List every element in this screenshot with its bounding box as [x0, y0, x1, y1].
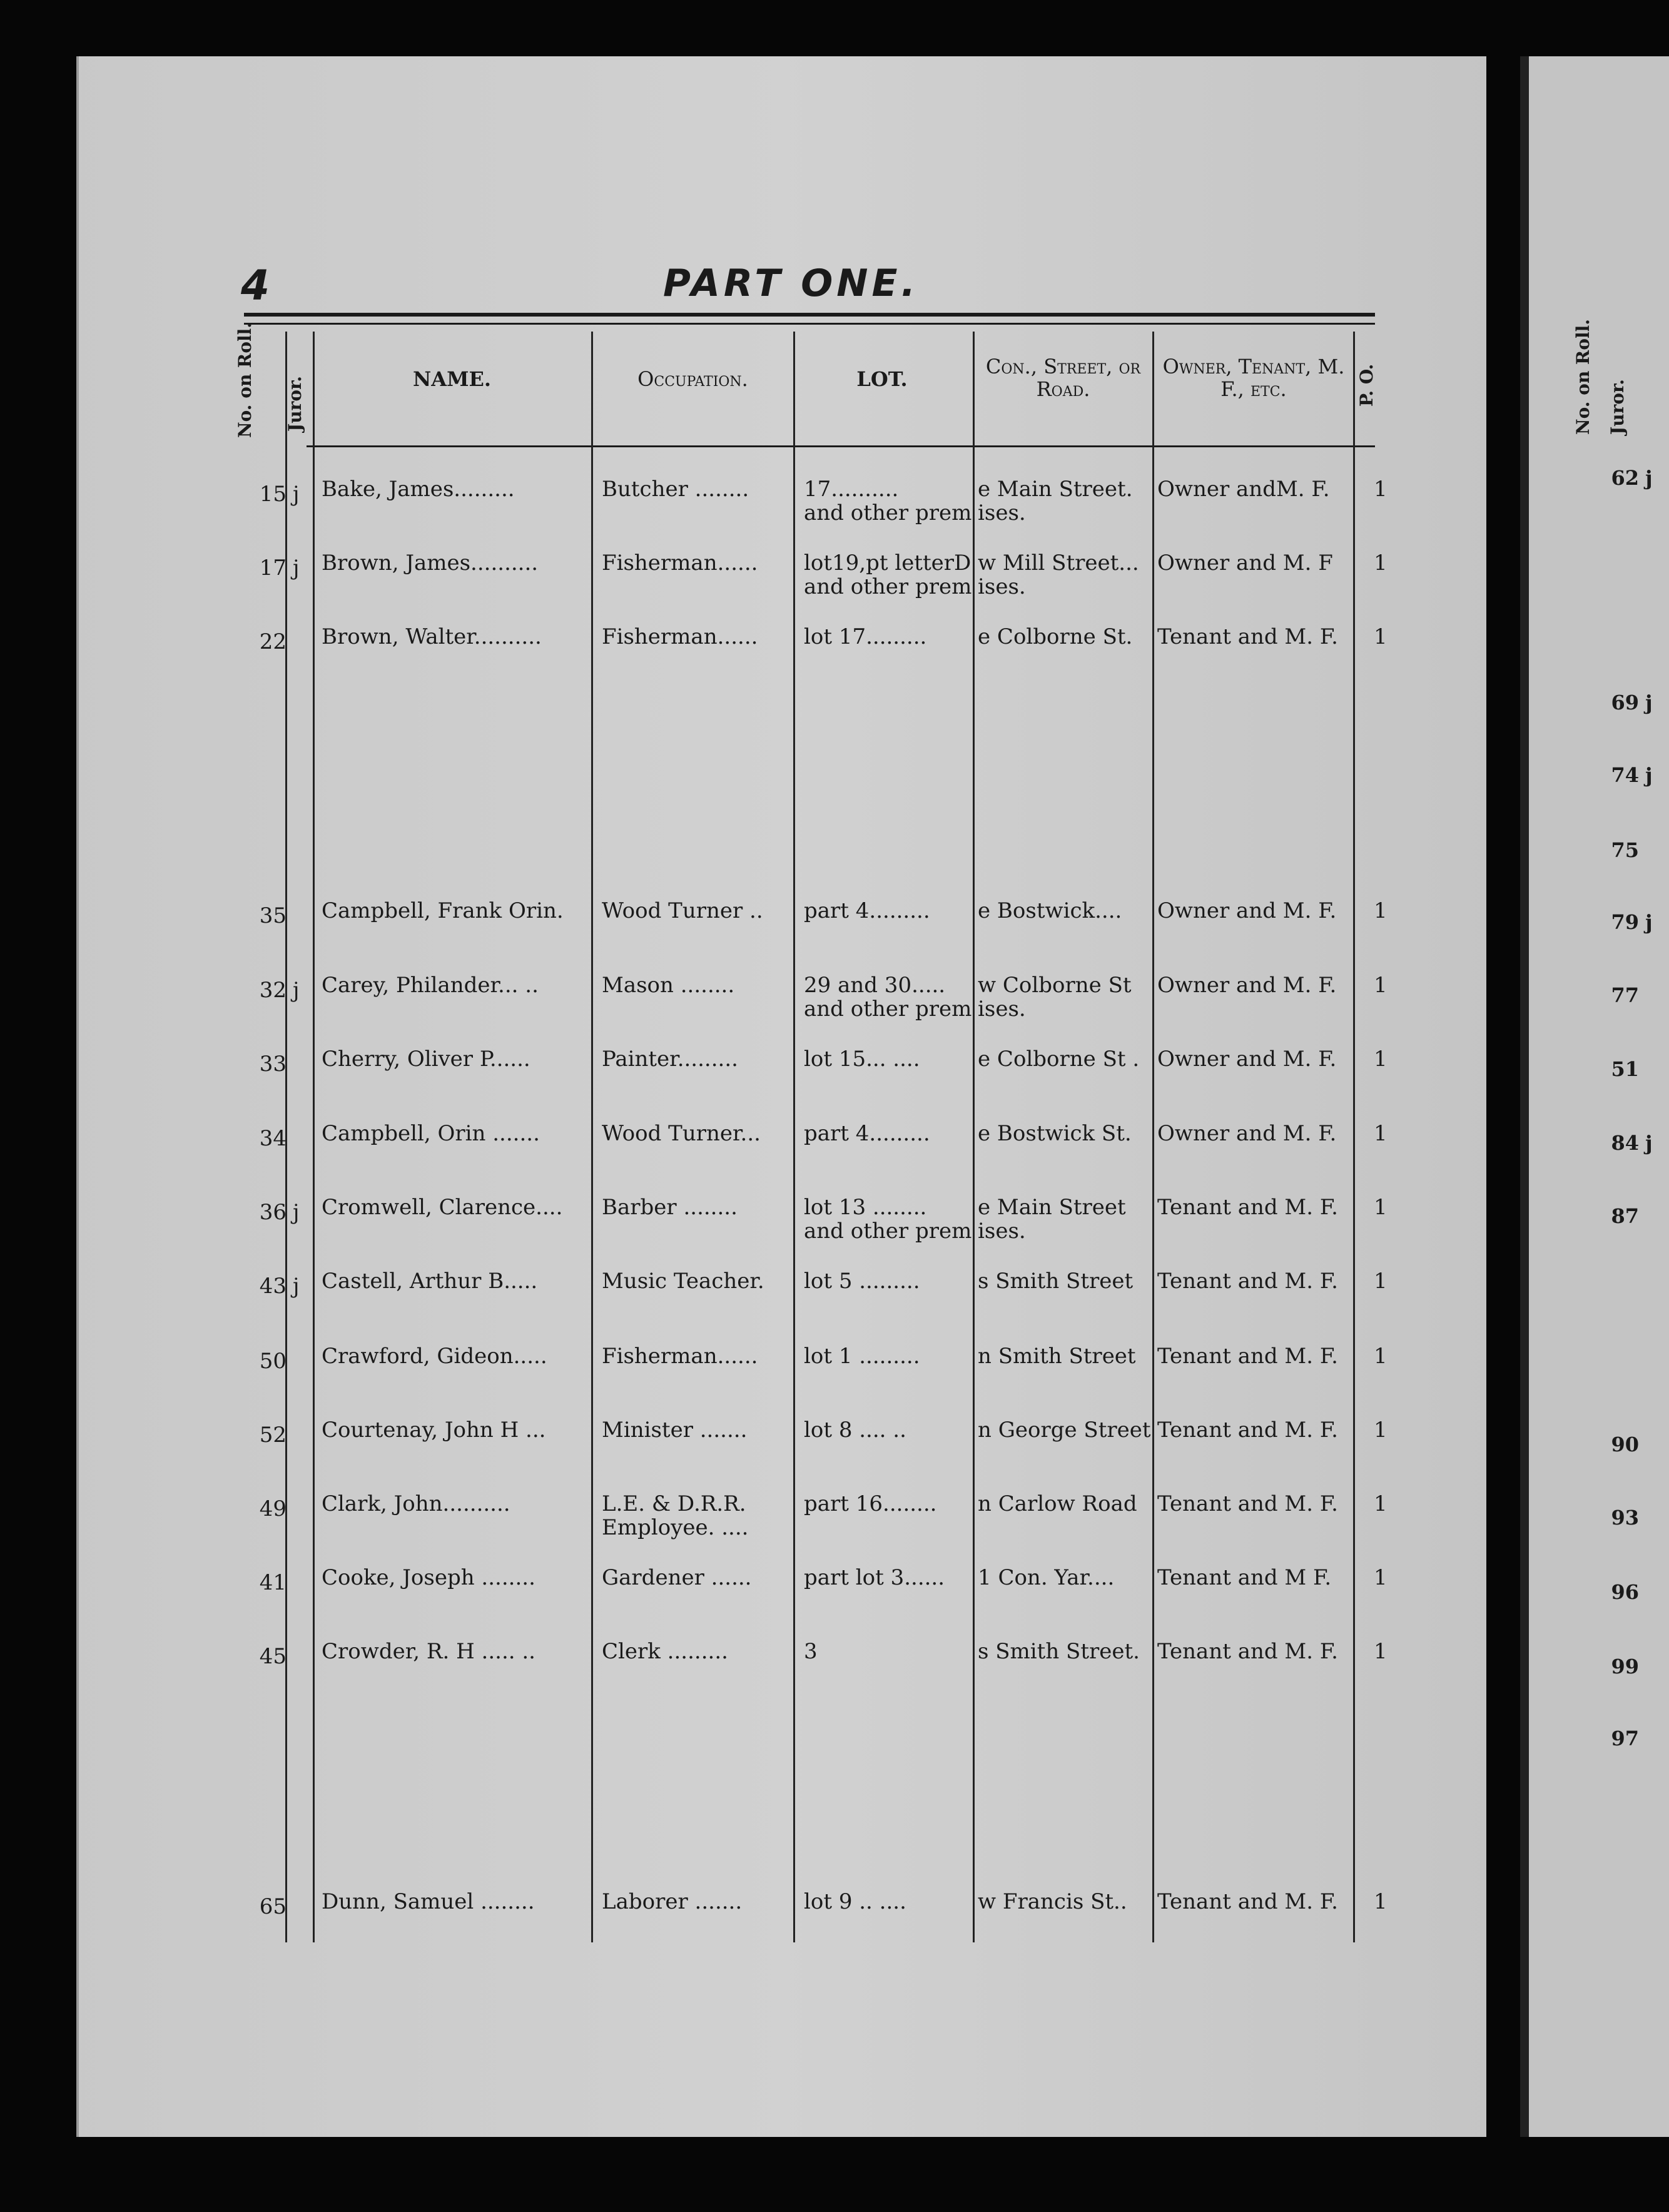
- entry-street: w Francis St..: [978, 1889, 1127, 1914]
- entry-name: Courtenay, John H ...: [322, 1418, 546, 1443]
- header-owner: Owner, Tenant, M. F., etc.: [1162, 355, 1345, 401]
- entry-lot: 3: [804, 1639, 818, 1664]
- entry-lot: lot 13 ........: [804, 1195, 927, 1220]
- adjacent-roll-number: 75: [1611, 838, 1639, 862]
- entry-lot: part 4.........: [804, 898, 930, 923]
- roll-number: 34: [259, 1126, 287, 1151]
- roll-number: 41: [259, 1570, 287, 1595]
- entry-post-office: 1: [1374, 1491, 1387, 1516]
- entry-occupation: Wood Turner...: [602, 1121, 761, 1146]
- entry-street: e Colborne St .: [978, 1047, 1140, 1072]
- juror-mark: j: [293, 482, 300, 507]
- entry-name: Crawford, Gideon.....: [322, 1344, 547, 1369]
- entry-owner-status: Tenant and M. F.: [1157, 1344, 1338, 1369]
- column-rule: [1353, 332, 1355, 1942]
- entry-lot-continued: and other prem: [804, 574, 972, 599]
- entry-owner-status: Owner andM. F.: [1157, 477, 1330, 502]
- entry-owner-status: Owner and M. F.: [1157, 973, 1337, 998]
- header-po: P. O.: [1356, 363, 1377, 407]
- entry-post-office: 1: [1374, 1344, 1387, 1369]
- entry-occupation: Fisherman......: [602, 550, 758, 576]
- entry-name: Bake, James.........: [322, 477, 515, 502]
- entry-lot: 17..........: [804, 477, 899, 502]
- entry-lot: lot 8 .... ..: [804, 1418, 906, 1443]
- entry-street-continued: ises.: [978, 997, 1026, 1022]
- roll-number: 17: [259, 556, 287, 581]
- title-rule: [244, 313, 1375, 317]
- entry-name: Brown, Walter..........: [322, 624, 542, 649]
- adjacent-juror-mark: j: [1645, 691, 1653, 714]
- entry-occupation: Fisherman......: [602, 1344, 758, 1369]
- header-no-on-roll: No. on Roll.: [235, 322, 255, 438]
- column-rule: [313, 332, 315, 1942]
- entry-name: Crowder, R. H ..... ..: [322, 1639, 535, 1664]
- entry-name: Dunn, Samuel ........: [322, 1889, 535, 1914]
- entry-occupation: Mason ........: [602, 973, 735, 998]
- adjacent-roll-number: 79: [1611, 910, 1639, 934]
- entry-lot: 29 and 30.....: [804, 973, 946, 998]
- entry-post-office: 1: [1374, 1639, 1387, 1664]
- entry-owner-status: Owner and M. F: [1157, 550, 1333, 576]
- entry-post-office: 1: [1374, 898, 1387, 923]
- entry-street-continued: ises.: [978, 1219, 1026, 1244]
- roll-number: 35: [259, 903, 287, 928]
- entry-owner-status: Owner and M. F.: [1157, 898, 1337, 923]
- adjacent-roll-number: 99: [1611, 1655, 1639, 1678]
- roll-number: 36: [259, 1200, 287, 1225]
- adjacent-roll-number: 51: [1611, 1057, 1639, 1081]
- entry-occupation-continued: Employee. ....: [602, 1515, 749, 1540]
- right-header-no-on-roll: No. on Roll.: [1573, 318, 1593, 435]
- entry-name: Cherry, Oliver P......: [322, 1047, 530, 1072]
- column-rule: [1152, 332, 1154, 1942]
- entry-lot: part 16........: [804, 1491, 937, 1516]
- entry-occupation: Painter.........: [602, 1047, 738, 1072]
- adjacent-roll-number: 74: [1611, 763, 1639, 787]
- entry-occupation: Clerk .........: [602, 1639, 728, 1664]
- entry-post-office: 1: [1374, 1889, 1387, 1914]
- entry-owner-status: Tenant and M. F.: [1157, 1418, 1338, 1443]
- right-header-juror: Juror.: [1607, 379, 1628, 435]
- entry-street: n George Street: [978, 1418, 1151, 1443]
- entry-owner-status: Owner and M. F.: [1157, 1047, 1337, 1072]
- entry-occupation: Butcher ........: [602, 477, 749, 502]
- header-street: Con., Street, or Road.: [985, 355, 1141, 401]
- entry-lot: lot 5 .........: [804, 1269, 920, 1294]
- header-name: NAME.: [412, 367, 492, 391]
- entry-lot: part 4.........: [804, 1121, 930, 1146]
- adjacent-roll-number: 97: [1611, 1727, 1639, 1750]
- entry-post-office: 1: [1374, 1047, 1387, 1072]
- entry-post-office: 1: [1374, 1195, 1387, 1220]
- entry-lot: part lot 3......: [804, 1565, 945, 1590]
- entry-post-office: 1: [1374, 477, 1387, 502]
- entry-street: 1 Con. Yar....: [978, 1565, 1115, 1590]
- adjacent-roll-number: 69: [1611, 691, 1639, 714]
- entry-street: e Colborne St.: [978, 624, 1133, 649]
- entry-post-office: 1: [1374, 1269, 1387, 1294]
- juror-mark: j: [293, 978, 300, 1003]
- entry-lot-continued: and other prem: [804, 997, 972, 1022]
- adjacent-roll-number: 90: [1611, 1433, 1639, 1456]
- entry-name: Campbell, Orin .......: [322, 1121, 540, 1146]
- roll-number: 50: [259, 1349, 287, 1374]
- entry-street: s Smith Street.: [978, 1639, 1140, 1664]
- entry-street: w Mill Street...: [978, 550, 1139, 576]
- entry-occupation: Gardener ......: [602, 1565, 752, 1590]
- entry-owner-status: Tenant and M F.: [1157, 1565, 1332, 1590]
- adjacent-juror-mark: j: [1645, 763, 1653, 787]
- roll-number: 15: [259, 482, 287, 507]
- adjacent-roll-number: 62: [1611, 466, 1639, 490]
- roll-number: 49: [259, 1496, 287, 1521]
- entry-lot: lot 17.........: [804, 624, 927, 649]
- roll-number: 33: [259, 1052, 287, 1077]
- entry-lot: lot 15... ....: [804, 1047, 920, 1072]
- entry-owner-status: Tenant and M. F.: [1157, 1639, 1338, 1664]
- adjacent-juror-mark: j: [1645, 466, 1653, 490]
- juror-mark: j: [293, 1200, 300, 1225]
- adjacent-roll-number: 87: [1611, 1204, 1639, 1228]
- entry-owner-status: Owner and M. F.: [1157, 1121, 1337, 1146]
- column-rule: [591, 332, 593, 1942]
- adjacent-roll-number: 93: [1611, 1506, 1639, 1530]
- page-number: 4: [241, 261, 270, 310]
- header-rule: [307, 445, 1375, 447]
- entry-lot: lot 1 .........: [804, 1344, 920, 1369]
- juror-mark: j: [293, 1274, 300, 1299]
- roll-number: 45: [259, 1644, 287, 1669]
- entry-occupation: Music Teacher.: [602, 1269, 764, 1294]
- adjacent-roll-number: 77: [1611, 983, 1639, 1007]
- entry-lot: lot19,pt letterD: [804, 550, 971, 576]
- entry-name: Campbell, Frank Orin.: [322, 898, 564, 923]
- entry-street-continued: ises.: [978, 574, 1026, 599]
- column-rule: [973, 332, 975, 1942]
- entry-owner-status: Tenant and M. F.: [1157, 1889, 1338, 1914]
- adjacent-page: [1520, 56, 1669, 2137]
- entry-post-office: 1: [1374, 1565, 1387, 1590]
- entry-post-office: 1: [1374, 1418, 1387, 1443]
- entry-street: e Bostwick St.: [978, 1121, 1132, 1146]
- header-juror: Juror.: [285, 376, 305, 432]
- header-lot: LOT.: [856, 367, 908, 391]
- entry-street: n Carlow Road: [978, 1491, 1137, 1516]
- entry-owner-status: Tenant and M. F.: [1157, 624, 1338, 649]
- entry-name: Carey, Philander... ..: [322, 973, 539, 998]
- entry-street-continued: ises.: [978, 500, 1026, 525]
- entry-name: Brown, James..........: [322, 550, 539, 576]
- page-title: PART ONE.: [663, 261, 920, 305]
- entry-post-office: 1: [1374, 1121, 1387, 1146]
- entry-occupation: Laborer .......: [602, 1889, 743, 1914]
- entry-lot-continued: and other prem: [804, 1219, 972, 1244]
- entry-name: Castell, Arthur B.....: [322, 1269, 538, 1294]
- entry-owner-status: Tenant and M. F.: [1157, 1269, 1338, 1294]
- entry-name: Cromwell, Clarence....: [322, 1195, 563, 1220]
- header-occupation: Occupation.: [637, 367, 748, 391]
- entry-street: e Main Street: [978, 1195, 1126, 1220]
- entry-owner-status: Tenant and M. F.: [1157, 1491, 1338, 1516]
- title-rule-thin: [244, 323, 1375, 325]
- roll-number: 52: [259, 1423, 287, 1448]
- entry-occupation: Barber ........: [602, 1195, 738, 1220]
- entry-lot-continued: and other prem: [804, 500, 972, 525]
- entry-post-office: 1: [1374, 624, 1387, 649]
- entry-name: Cooke, Joseph ........: [322, 1565, 535, 1590]
- roll-number: 65: [259, 1894, 287, 1919]
- adjacent-juror-mark: j: [1645, 1131, 1653, 1155]
- entry-street: s Smith Street: [978, 1269, 1134, 1294]
- adjacent-roll-number: 96: [1611, 1580, 1639, 1604]
- entry-occupation: Minister .......: [602, 1418, 748, 1443]
- juror-mark: j: [293, 556, 300, 581]
- entry-occupation: Fisherman......: [602, 624, 758, 649]
- entry-post-office: 1: [1374, 550, 1387, 576]
- entry-street: e Main Street.: [978, 477, 1133, 502]
- adjacent-juror-mark: j: [1645, 910, 1653, 934]
- entry-occupation: L.E. & D.R.R.: [602, 1491, 746, 1516]
- roll-number: 32: [259, 978, 287, 1003]
- entry-lot: lot 9 .. ....: [804, 1889, 906, 1914]
- entry-street: e Bostwick....: [978, 898, 1122, 923]
- roll-number: 43: [259, 1274, 287, 1299]
- roll-number: 22: [259, 629, 287, 654]
- entry-street: w Colborne St: [978, 973, 1132, 998]
- entry-occupation: Wood Turner ..: [602, 898, 763, 923]
- adjacent-roll-number: 84: [1611, 1131, 1639, 1155]
- entry-street: n Smith Street: [978, 1344, 1136, 1369]
- entry-post-office: 1: [1374, 973, 1387, 998]
- column-rule: [793, 332, 795, 1942]
- entry-name: Clark, John..........: [322, 1491, 510, 1516]
- entry-owner-status: Tenant and M. F.: [1157, 1195, 1338, 1220]
